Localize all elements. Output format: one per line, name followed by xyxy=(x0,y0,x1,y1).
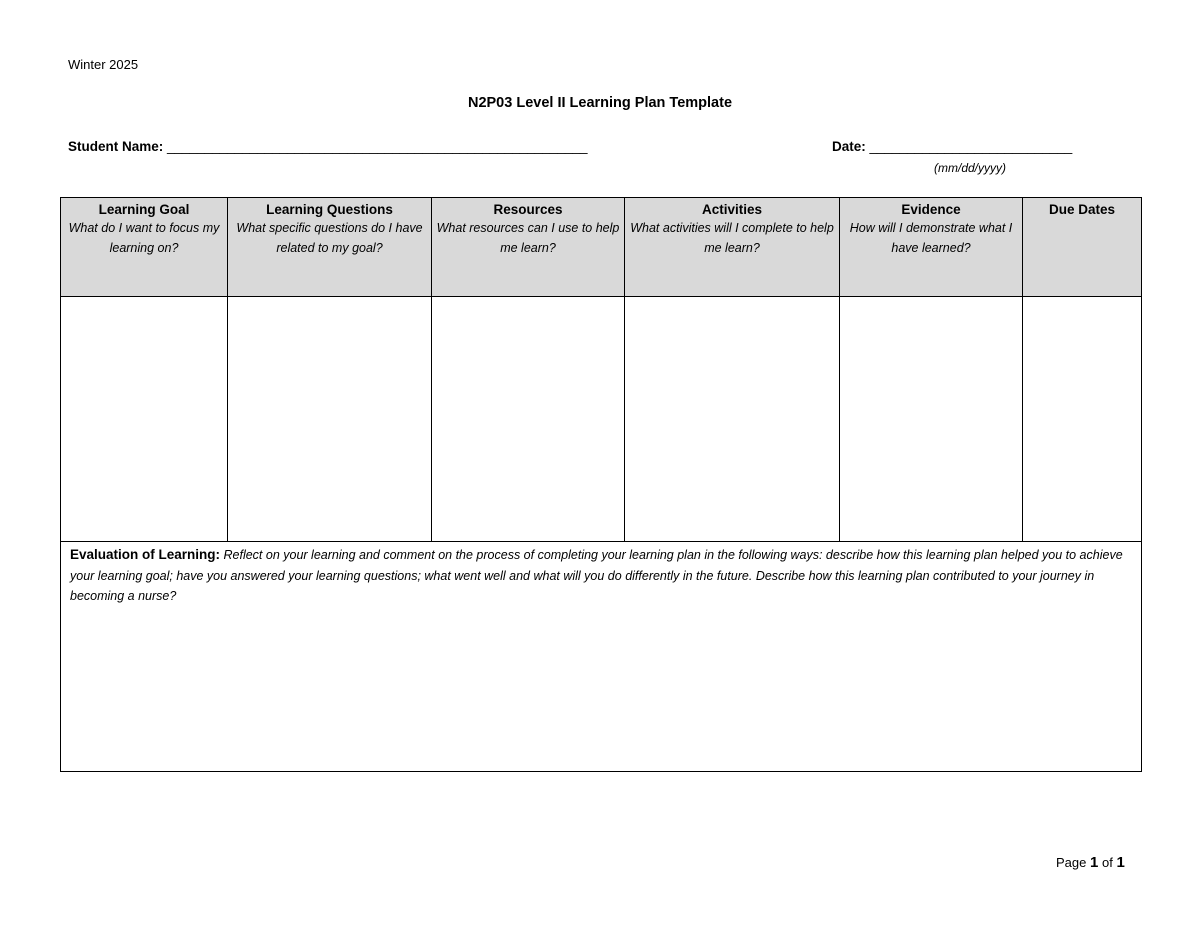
evaluation-row xyxy=(61,542,1142,772)
column-header-learning-questions xyxy=(228,198,432,297)
column-header-learning-goal xyxy=(61,198,228,297)
column-header-due-dates xyxy=(1023,198,1142,297)
student-name-label: Student Name: xyxy=(68,139,164,154)
current-page: 1 xyxy=(1090,854,1099,871)
student-name-line xyxy=(68,139,587,154)
due-dates-cell[interactable] xyxy=(1023,297,1142,542)
learning-goal-cell[interactable] xyxy=(61,297,228,542)
column-title: Learning Questions xyxy=(266,202,393,217)
table-row xyxy=(61,297,1142,542)
date-line xyxy=(832,139,1072,154)
column-subtitle: How will I demonstrate what I have learned? xyxy=(849,221,1013,255)
column-header-evidence xyxy=(840,198,1023,297)
column-subtitle: What resources can I use to help me learn? xyxy=(436,221,620,255)
table-header-row xyxy=(61,198,1142,297)
date-format-hint: (mm/dd/yyyy) xyxy=(934,161,1006,175)
evidence-cell[interactable] xyxy=(840,297,1023,542)
learning-questions-cell[interactable] xyxy=(228,297,432,542)
date-field[interactable]: ___________________________ xyxy=(869,139,1073,154)
column-subtitle: What specific questions do I have related to my goal? xyxy=(236,221,423,255)
page-word: Page xyxy=(1056,855,1087,870)
column-header-resources xyxy=(432,198,625,297)
total-pages: 1 xyxy=(1116,854,1125,871)
evaluation-label: Evaluation of Learning: xyxy=(70,547,221,562)
page-number xyxy=(1056,854,1125,871)
column-title: Learning Goal xyxy=(98,202,190,217)
term-label: Winter 2025 xyxy=(68,57,139,72)
of-word: of xyxy=(1101,855,1113,870)
column-title: Activities xyxy=(701,202,763,217)
learning-plan-table xyxy=(60,197,1142,772)
activities-cell[interactable] xyxy=(625,297,840,542)
column-title: Due Dates xyxy=(1048,202,1116,217)
resources-cell[interactable] xyxy=(432,297,625,542)
document-title: N2P03 Level II Learning Plan Template xyxy=(467,95,733,111)
column-title: Evidence xyxy=(901,202,961,217)
date-label: Date: xyxy=(832,139,866,154)
column-header-activities xyxy=(625,198,840,297)
column-title: Resources xyxy=(493,202,563,217)
evaluation-instructions: Reflect on your learning and comment on the process of completing your learning plan in the following ways: describe how this learning plan helped you to achieve your learning goal; have you answered your learning questions; what went well and what will you do differently in the future. Describe how this learning plan contributed to your journey in becoming a nurse? xyxy=(70,548,1123,603)
student-name-field[interactable]: ________________________________________________________ xyxy=(167,139,588,154)
column-subtitle: What do I want to focus my learning on? xyxy=(68,221,220,255)
column-subtitle: What activities will I complete to help me learn? xyxy=(630,221,834,255)
evaluation-cell[interactable] xyxy=(61,542,1142,772)
